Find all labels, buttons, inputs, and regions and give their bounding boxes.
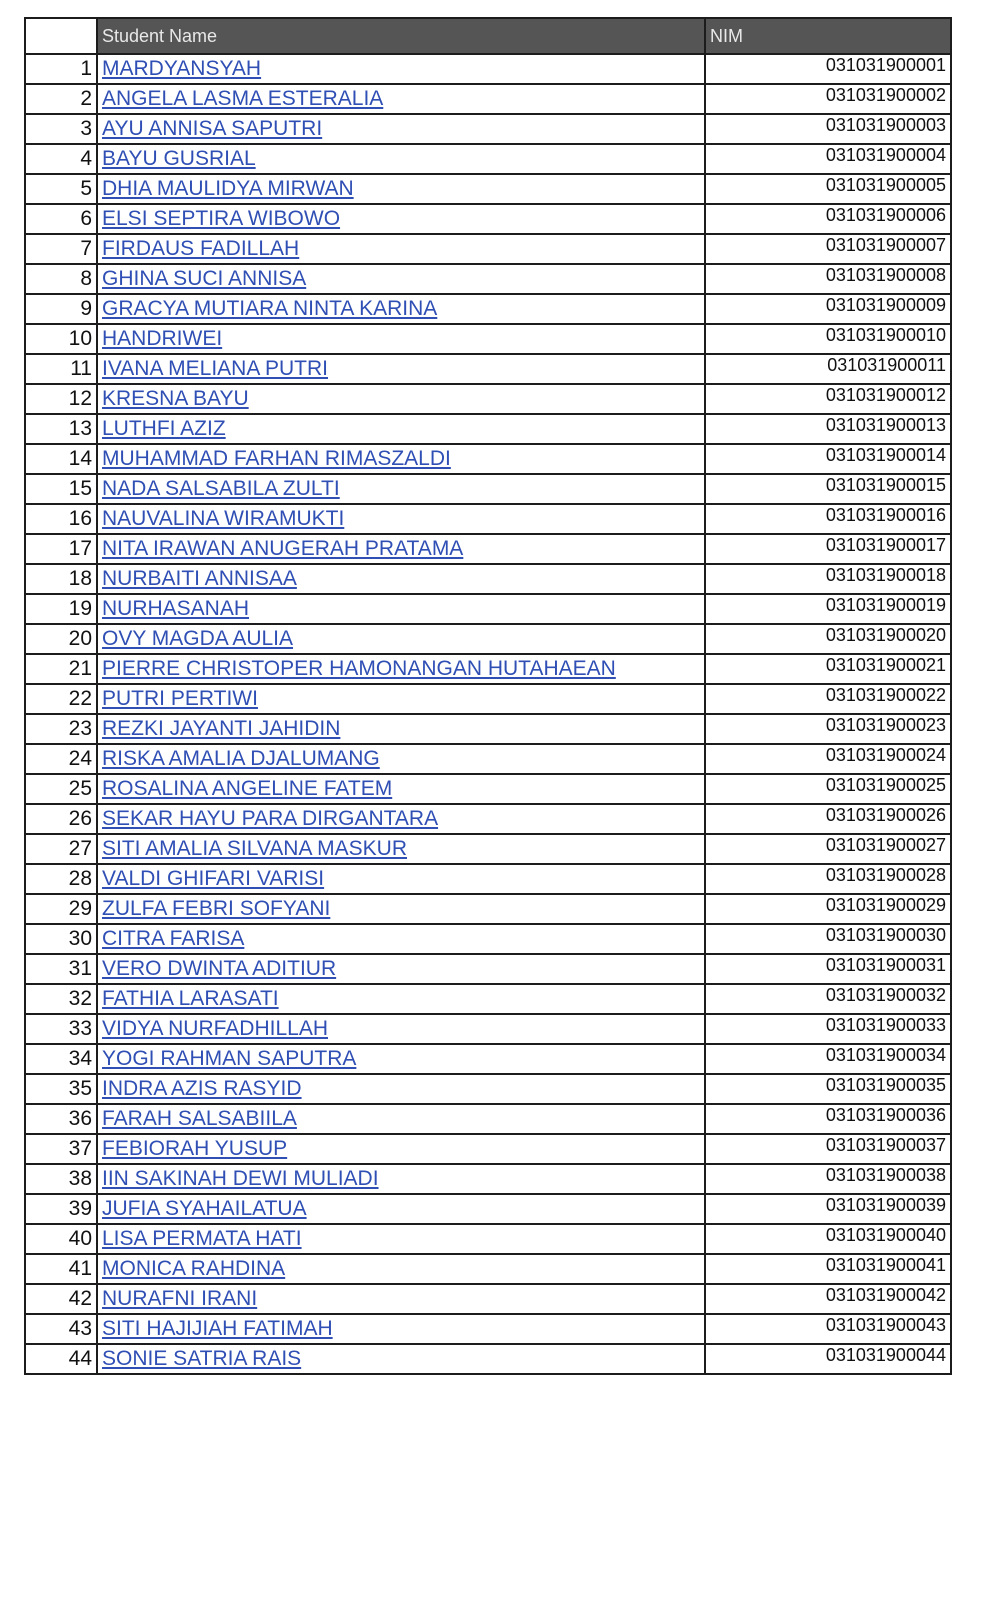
table-row: [25, 114, 951, 144]
student-table: [24, 17, 952, 1375]
row-number: 12: [25, 384, 97, 414]
student-name-cell: [97, 1224, 705, 1254]
student-nim: 031031900019: [705, 594, 951, 624]
table-row: [25, 1134, 951, 1164]
row-number: 5: [25, 174, 97, 204]
student-nim: 031031900037: [705, 1134, 951, 1164]
student-name-cell: [97, 984, 705, 1014]
student-name-link[interactable]: BAYU GUSRIAL: [102, 147, 256, 170]
student-name-cell: [97, 1254, 705, 1284]
row-number: 16: [25, 504, 97, 534]
student-nim: 031031900029: [705, 894, 951, 924]
student-name-link[interactable]: INDRA AZIS RASYID: [102, 1077, 302, 1100]
table-row: [25, 1074, 951, 1104]
table-row: [25, 1284, 951, 1314]
student-name-link[interactable]: NAUVALINA WIRAMUKTI: [102, 507, 345, 530]
student-name-cell: [97, 144, 705, 174]
table-row: [25, 1014, 951, 1044]
table-row: [25, 774, 951, 804]
student-name-cell: [97, 234, 705, 264]
table-row: [25, 714, 951, 744]
student-name-cell: [97, 294, 705, 324]
row-number: 19: [25, 594, 97, 624]
student-name-link[interactable]: FEBIORAH YUSUP: [102, 1137, 288, 1160]
student-nim: 031031900003: [705, 114, 951, 144]
student-nim: 031031900031: [705, 954, 951, 984]
row-number: 4: [25, 144, 97, 174]
row-number: 40: [25, 1224, 97, 1254]
row-number: 38: [25, 1164, 97, 1194]
student-name-cell: [97, 954, 705, 984]
header-student-name: Student Name: [97, 18, 705, 54]
student-nim: 031031900023: [705, 714, 951, 744]
student-name-link[interactable]: ELSI SEPTIRA WIBOWO: [102, 207, 341, 230]
table-row: [25, 1254, 951, 1284]
student-name-cell: [97, 594, 705, 624]
student-nim: 031031900034: [705, 1044, 951, 1074]
student-name-cell: [97, 444, 705, 474]
student-nim: 031031900012: [705, 384, 951, 414]
student-name-cell: [97, 564, 705, 594]
table-row: [25, 564, 951, 594]
student-name-cell: [97, 834, 705, 864]
row-number: 25: [25, 774, 97, 804]
student-nim: 031031900020: [705, 624, 951, 654]
student-name-cell: [97, 744, 705, 774]
student-name-cell: [97, 54, 705, 84]
table-row: [25, 894, 951, 924]
student-name-cell: [97, 1194, 705, 1224]
student-roster-sheet: [24, 17, 950, 1375]
table-row: [25, 924, 951, 954]
student-nim: 031031900044: [705, 1344, 951, 1374]
student-name-cell: [97, 84, 705, 114]
student-name-link[interactable]: SEKAR HAYU PARA DIRGANTARA: [102, 807, 439, 830]
table-row: [25, 204, 951, 234]
student-nim: 031031900001: [705, 54, 951, 84]
row-number: 33: [25, 1014, 97, 1044]
student-nim: 031031900040: [705, 1224, 951, 1254]
table-row: [25, 384, 951, 414]
table-row: [25, 744, 951, 774]
table-row: [25, 534, 951, 564]
student-name-link[interactable]: FATHIA LARASATI: [102, 987, 279, 1010]
student-name-cell: [97, 804, 705, 834]
row-number: 37: [25, 1134, 97, 1164]
student-nim: 031031900013: [705, 414, 951, 444]
student-nim: 031031900002: [705, 84, 951, 114]
student-name-link[interactable]: NURAFNI IRANI: [102, 1287, 258, 1310]
student-nim: 031031900022: [705, 684, 951, 714]
row-number: 41: [25, 1254, 97, 1284]
student-nim: 031031900004: [705, 144, 951, 174]
student-name-link[interactable]: PUTRI PERTIWI: [102, 687, 258, 710]
row-number: 11: [25, 354, 97, 384]
table-row: [25, 324, 951, 354]
student-name-link[interactable]: OVY MAGDA AULIA: [102, 627, 294, 650]
table-row: [25, 654, 951, 684]
row-number: 27: [25, 834, 97, 864]
student-name-cell: [97, 1164, 705, 1194]
student-nim: 031031900043: [705, 1314, 951, 1344]
student-name-cell: [97, 1044, 705, 1074]
student-nim: 031031900036: [705, 1104, 951, 1134]
table-row: [25, 264, 951, 294]
student-name-cell: [97, 774, 705, 804]
student-nim: 031031900032: [705, 984, 951, 1014]
student-nim: 031031900021: [705, 654, 951, 684]
student-nim: 031031900008: [705, 264, 951, 294]
table-row: [25, 1314, 951, 1344]
student-name-link[interactable]: FARAH SALSABIILA: [102, 1107, 297, 1130]
row-number: 17: [25, 534, 97, 564]
student-name-cell: [97, 1014, 705, 1044]
student-name-link[interactable]: MONICA RAHDINA: [102, 1257, 286, 1280]
table-row: [25, 504, 951, 534]
student-name-link[interactable]: JUFIA SYAHAILATUA: [102, 1197, 307, 1220]
student-nim: 031031900015: [705, 474, 951, 504]
student-nim: 031031900030: [705, 924, 951, 954]
student-nim: 031031900039: [705, 1194, 951, 1224]
student-name-link[interactable]: YOGI RAHMAN SAPUTRA: [102, 1047, 357, 1070]
row-number: 44: [25, 1344, 97, 1374]
student-name-cell: [97, 654, 705, 684]
student-name-link[interactable]: HANDRIWEI: [102, 327, 223, 350]
table-row: [25, 954, 951, 984]
student-name-link[interactable]: SITI AMALIA SILVANA MASKUR: [102, 837, 407, 860]
student-name-link[interactable]: LISA PERMATA HATI: [102, 1227, 302, 1250]
student-name-link[interactable]: ANGELA LASMA ESTERALIA: [102, 87, 384, 110]
student-nim: 031031900014: [705, 444, 951, 474]
student-nim: 031031900005: [705, 174, 951, 204]
student-name-link[interactable]: PIERRE CHRISTOPER HAMONANGAN HUTAHAEAN: [102, 657, 616, 680]
student-name-cell: [97, 534, 705, 564]
student-name-link[interactable]: ZULFA FEBRI SOFYANI: [102, 897, 331, 920]
student-name-cell: [97, 114, 705, 144]
student-name-cell: [97, 384, 705, 414]
student-name-cell: [97, 1314, 705, 1344]
row-number: 20: [25, 624, 97, 654]
row-number: 43: [25, 1314, 97, 1344]
student-nim: 031031900035: [705, 1074, 951, 1104]
student-name-cell: [97, 1134, 705, 1164]
student-nim: 031031900028: [705, 864, 951, 894]
student-name-cell: [97, 1074, 705, 1104]
student-name-link[interactable]: SITI HAJIJIAH FATIMAH: [102, 1317, 333, 1340]
student-name-link[interactable]: NURBAITI ANNISAA: [102, 567, 297, 590]
header-row: [25, 18, 951, 54]
student-nim: 031031900027: [705, 834, 951, 864]
student-name-link[interactable]: RISKA AMALIA DJALUMANG: [102, 747, 380, 770]
student-name-link[interactable]: KRESNA BAYU: [102, 387, 249, 410]
student-nim: 031031900017: [705, 534, 951, 564]
row-number: 26: [25, 804, 97, 834]
student-name-cell: [97, 624, 705, 654]
row-number: 6: [25, 204, 97, 234]
student-name-link[interactable]: VERO DWINTA ADITIUR: [102, 957, 337, 980]
student-name-cell: [97, 1284, 705, 1314]
student-name-link[interactable]: MARDYANSYAH: [102, 57, 262, 80]
row-number: 31: [25, 954, 97, 984]
student-name-link[interactable]: MUHAMMAD FARHAN RIMASZALDI: [102, 447, 451, 470]
row-number: 14: [25, 444, 97, 474]
table-row: [25, 474, 951, 504]
student-nim: 031031900025: [705, 774, 951, 804]
student-name-cell: [97, 924, 705, 954]
table-row: [25, 1224, 951, 1254]
row-number: 35: [25, 1074, 97, 1104]
row-number: 1: [25, 54, 97, 84]
student-name-cell: [97, 324, 705, 354]
table-row: [25, 984, 951, 1014]
table-row: [25, 144, 951, 174]
student-name-link[interactable]: CITRA FARISA: [102, 927, 245, 950]
student-name-link[interactable]: IIN SAKINAH DEWI MULIADI: [102, 1167, 379, 1190]
student-name-cell: [97, 864, 705, 894]
student-nim: 031031900007: [705, 234, 951, 264]
table-row: [25, 804, 951, 834]
student-name-cell: [97, 504, 705, 534]
student-nim: 031031900038: [705, 1164, 951, 1194]
student-name-cell: [97, 894, 705, 924]
row-number: 2: [25, 84, 97, 114]
student-name-link[interactable]: LUTHFI AZIZ: [102, 417, 226, 440]
table-row: [25, 834, 951, 864]
table-body: [25, 54, 951, 1374]
student-name-cell: [97, 204, 705, 234]
table-row: [25, 54, 951, 84]
row-number: 28: [25, 864, 97, 894]
student-nim: 031031900041: [705, 1254, 951, 1284]
table-row: [25, 624, 951, 654]
student-name-link[interactable]: VIDYA NURFADHILLAH: [102, 1017, 329, 1040]
header-number: [25, 18, 97, 54]
table-row: [25, 234, 951, 264]
student-name-cell: [97, 1104, 705, 1134]
row-number: 7: [25, 234, 97, 264]
student-name-cell: [97, 474, 705, 504]
student-name-link[interactable]: NITA IRAWAN ANUGERAH PRATAMA: [102, 537, 464, 560]
row-number: 24: [25, 744, 97, 774]
row-number: 34: [25, 1044, 97, 1074]
row-number: 18: [25, 564, 97, 594]
table-row: [25, 84, 951, 114]
student-name-link[interactable]: DHIA MAULIDYA MIRWAN: [102, 177, 354, 200]
row-number: 22: [25, 684, 97, 714]
student-nim: 031031900016: [705, 504, 951, 534]
table-row: [25, 684, 951, 714]
row-number: 23: [25, 714, 97, 744]
table-header: [25, 18, 951, 54]
row-number: 32: [25, 984, 97, 1014]
student-nim: 031031900010: [705, 324, 951, 354]
student-name-link[interactable]: NADA SALSABILA ZULTI: [102, 477, 340, 500]
student-name-link[interactable]: GRACYA MUTIARA NINTA KARINA: [102, 297, 438, 320]
student-nim: 031031900009: [705, 294, 951, 324]
table-row: [25, 414, 951, 444]
header-nim: NIM: [705, 18, 951, 54]
student-name-cell: [97, 414, 705, 444]
student-name-link[interactable]: VALDI GHIFARI VARISI: [102, 867, 325, 890]
row-number: 29: [25, 894, 97, 924]
row-number: 9: [25, 294, 97, 324]
student-name-cell: [97, 354, 705, 384]
student-nim: 031031900042: [705, 1284, 951, 1314]
table-row: [25, 354, 951, 384]
student-name-link[interactable]: AYU ANNISA SAPUTRI: [102, 117, 323, 140]
table-row: [25, 294, 951, 324]
table-row: [25, 174, 951, 204]
table-row: [25, 1104, 951, 1134]
table-row: [25, 864, 951, 894]
student-nim: 031031900006: [705, 204, 951, 234]
student-nim: 031031900024: [705, 744, 951, 774]
student-nim: 031031900033: [705, 1014, 951, 1044]
row-number: 42: [25, 1284, 97, 1314]
student-name-cell: [97, 714, 705, 744]
student-name-cell: [97, 174, 705, 204]
student-name-link[interactable]: IVANA MELIANA PUTRI: [102, 357, 329, 380]
student-name-cell: [97, 684, 705, 714]
table-row: [25, 594, 951, 624]
table-row: [25, 1044, 951, 1074]
row-number: 21: [25, 654, 97, 684]
student-nim: 031031900011: [705, 354, 951, 384]
student-nim: 031031900026: [705, 804, 951, 834]
table-row: [25, 1194, 951, 1224]
table-row: [25, 444, 951, 474]
student-nim: 031031900018: [705, 564, 951, 594]
row-number: 36: [25, 1104, 97, 1134]
student-name-link[interactable]: SONIE SATRIA RAIS: [102, 1347, 302, 1370]
row-number: 3: [25, 114, 97, 144]
table-row: [25, 1344, 951, 1374]
student-name-link[interactable]: GHINA SUCI ANNISA: [102, 267, 307, 290]
student-name-cell: [97, 1344, 705, 1374]
student-name-link[interactable]: ROSALINA ANGELINE FATEM: [102, 777, 393, 800]
student-name-link[interactable]: NURHASANAH: [102, 597, 250, 620]
row-number: 13: [25, 414, 97, 444]
row-number: 39: [25, 1194, 97, 1224]
student-name-link[interactable]: REZKI JAYANTI JAHIDIN: [102, 717, 341, 740]
table-row: [25, 1164, 951, 1194]
row-number: 8: [25, 264, 97, 294]
row-number: 15: [25, 474, 97, 504]
student-name-link[interactable]: FIRDAUS FADILLAH: [102, 237, 300, 260]
row-number: 30: [25, 924, 97, 954]
student-name-cell: [97, 264, 705, 294]
row-number: 10: [25, 324, 97, 354]
